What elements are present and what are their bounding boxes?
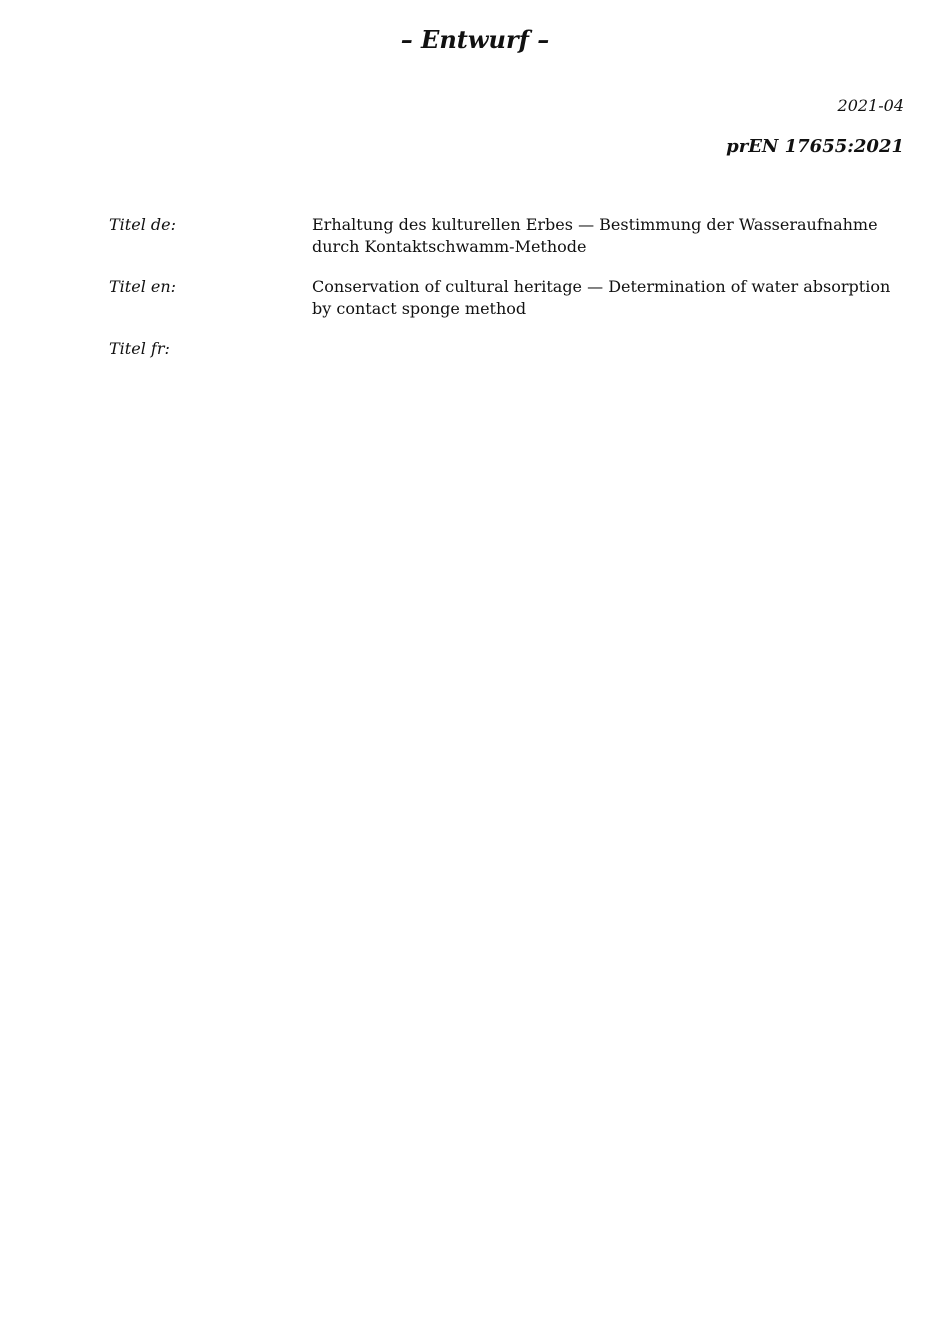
title-label-en: Titel en: (109, 277, 177, 296)
document-number: prEN 17655:2021 (726, 136, 904, 157)
draft-title: – Entwurf – (400, 25, 550, 54)
title-list (109, 214, 904, 378)
title-value-fr (312, 338, 904, 360)
title-row-fr (109, 338, 904, 360)
title-label-de: Titel de: (109, 215, 176, 234)
title-label-fr: Titel fr: (109, 339, 170, 358)
title-row-de (109, 214, 904, 258)
document-date: 2021-04 (837, 96, 904, 115)
title-row-en (109, 276, 904, 320)
title-value-en: Conservation of cultural heritage — Determination of water absorption by contact sponge method (312, 277, 891, 318)
title-value-de: Erhaltung des kulturellen Erbes — Bestimmung der Wasseraufnahme durch Kontaktschwamm-Methode (312, 215, 878, 256)
